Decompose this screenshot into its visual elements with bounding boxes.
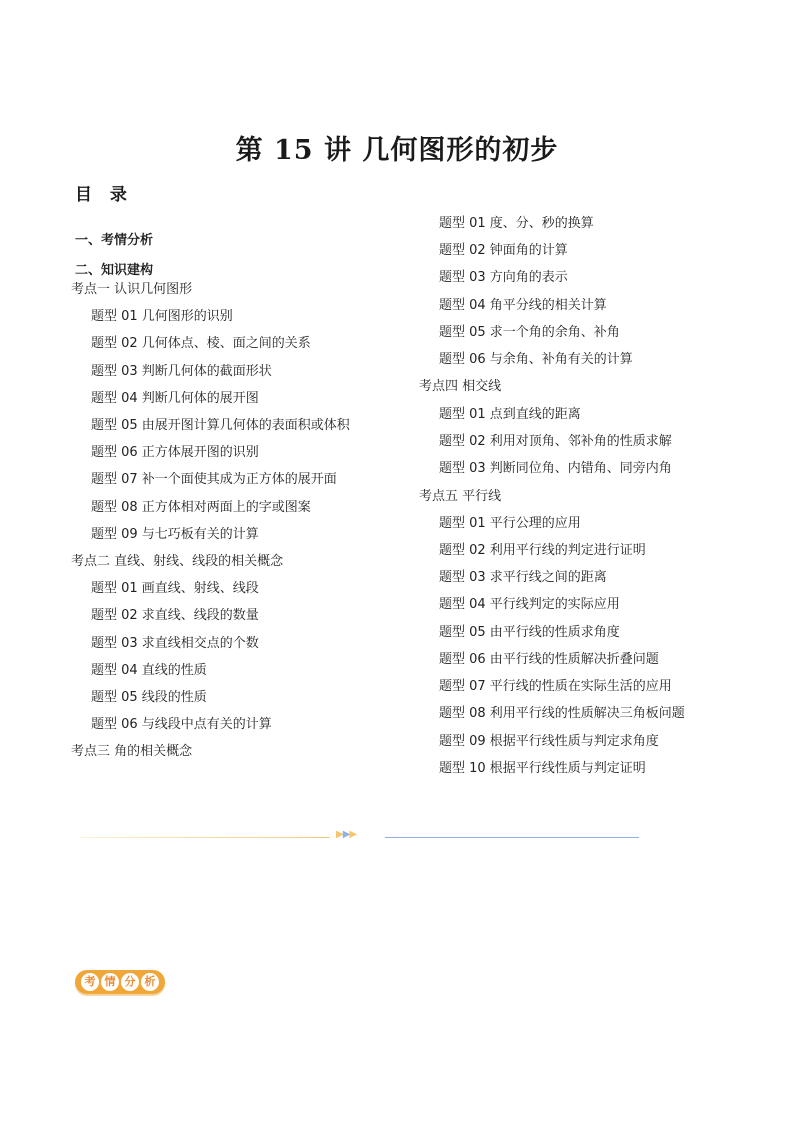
toc-item[interactable]: 题型 02 求直线、线段的数量 bbox=[91, 608, 259, 623]
toc-item[interactable]: 题型 07 平行线的性质在实际生活的应用 bbox=[439, 679, 672, 694]
toc-item[interactable]: 题型 04 平行线判定的实际应用 bbox=[439, 597, 620, 612]
badge-char: 情 bbox=[101, 973, 119, 991]
toc-item[interactable]: 题型 01 点到直线的距离 bbox=[439, 407, 581, 422]
toc-item[interactable]: 题型 03 方向角的表示 bbox=[439, 270, 568, 285]
arrow-right-icon: ▶ bbox=[349, 829, 357, 840]
toc-item[interactable]: 题型 03 判断几何体的截面形状 bbox=[91, 364, 272, 379]
divider-arrows bbox=[336, 829, 356, 840]
toc-item[interactable]: 题型 07 补一个面使其成为正方体的展开面 bbox=[91, 472, 337, 487]
toc-item[interactable]: 题型 10 根据平行线性质与判定证明 bbox=[439, 761, 646, 776]
toc-section[interactable]: 一、考情分析 bbox=[75, 233, 154, 248]
badge-char: 分 bbox=[121, 973, 139, 991]
badge-char: 考 bbox=[81, 973, 99, 991]
toc-item[interactable]: 题型 05 由平行线的性质求角度 bbox=[439, 625, 620, 640]
toc-point[interactable]: 考点二 直线、射线、线段的相关概念 bbox=[71, 554, 284, 569]
toc-item[interactable]: 题型 05 求一个角的余角、补角 bbox=[439, 325, 620, 340]
toc-item[interactable]: 题型 02 几何体点、棱、面之间的关系 bbox=[91, 336, 311, 351]
toc-item[interactable]: 题型 01 度、分、秒的换算 bbox=[439, 216, 594, 231]
toc-item[interactable]: 题型 04 直线的性质 bbox=[91, 663, 207, 678]
toc-item[interactable]: 题型 01 几何图形的识别 bbox=[91, 309, 233, 324]
toc-item[interactable]: 题型 02 钟面角的计算 bbox=[439, 243, 568, 258]
toc-section[interactable]: 二、知识建构 bbox=[75, 263, 154, 278]
toc-item[interactable]: 题型 05 线段的性质 bbox=[91, 690, 207, 705]
toc-item[interactable]: 题型 06 正方体展开图的识别 bbox=[91, 445, 259, 460]
arrow-right-icon: ▶ bbox=[342, 829, 350, 840]
toc-item[interactable]: 题型 02 利用平行线的判定进行证明 bbox=[439, 543, 646, 558]
toc-item[interactable]: 题型 02 利用对顶角、邻补角的性质求解 bbox=[439, 434, 672, 449]
toc-item[interactable]: 题型 09 与七巧板有关的计算 bbox=[91, 527, 259, 542]
toc-item[interactable]: 题型 03 求直线相交点的个数 bbox=[91, 636, 259, 651]
toc-point[interactable]: 考点三 角的相关概念 bbox=[71, 744, 193, 759]
toc-item[interactable]: 题型 09 根据平行线性质与判定求角度 bbox=[439, 734, 659, 749]
toc-item[interactable]: 题型 06 由平行线的性质解决折叠问题 bbox=[439, 652, 659, 667]
toc-item[interactable]: 题型 03 判断同位角、内错角、同旁内角 bbox=[439, 461, 672, 476]
toc-item[interactable]: 题型 01 画直线、射线、线段 bbox=[91, 581, 259, 596]
toc-item[interactable]: 题型 05 由展开图计算几何体的表面积或体积 bbox=[91, 418, 350, 433]
toc-item[interactable]: 题型 08 正方体相对两面上的字或图案 bbox=[91, 500, 311, 515]
toc-item[interactable]: 题型 01 平行公理的应用 bbox=[439, 516, 581, 531]
toc-item[interactable]: 题型 06 与线段中点有关的计算 bbox=[91, 717, 272, 732]
arrow-right-icon: ▶ bbox=[336, 829, 343, 840]
toc-heading: 目 录 bbox=[75, 185, 133, 205]
toc-item[interactable]: 题型 08 利用平行线的性质解决三角板问题 bbox=[439, 706, 685, 721]
toc-item[interactable]: 题型 03 求平行线之间的距离 bbox=[439, 570, 607, 585]
badge-char: 析 bbox=[141, 973, 159, 991]
toc-item[interactable]: 题型 04 角平分线的相关计算 bbox=[439, 298, 607, 313]
toc-item[interactable]: 题型 04 判断几何体的展开图 bbox=[91, 391, 259, 406]
toc-item[interactable]: 题型 06 与余角、补角有关的计算 bbox=[439, 352, 633, 367]
divider-right bbox=[385, 837, 639, 838]
page-title: 第 15 讲 几何图形的初步 bbox=[235, 135, 559, 166]
divider-left bbox=[80, 837, 330, 838]
toc-point[interactable]: 考点一 认识几何图形 bbox=[71, 282, 193, 297]
section-badge bbox=[75, 970, 165, 994]
toc-point[interactable]: 考点四 相交线 bbox=[419, 379, 502, 394]
toc-point[interactable]: 考点五 平行线 bbox=[419, 489, 502, 504]
